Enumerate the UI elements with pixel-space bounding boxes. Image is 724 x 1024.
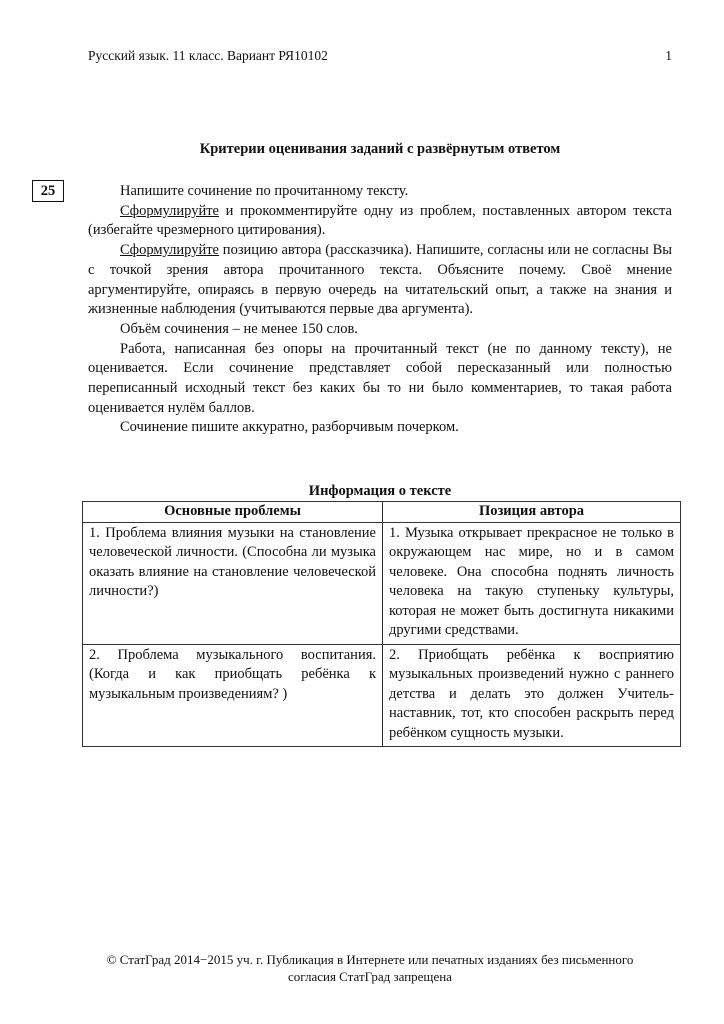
task-number-box: 25 (32, 180, 64, 202)
author-position-cell: 1. Музыка открывает прекрасное не только в окружающем нас мире, но и в самом человеке. Она способна поднять личность человека на такую ступеньку культуры, которая не может быть достигнута никакими другими средствами. (383, 522, 681, 644)
page-header (88, 48, 672, 64)
column-header-author-position: Позиция автора (383, 502, 681, 523)
task-paragraph-5 (88, 340, 672, 419)
underlined-word: Сформулируйте (120, 202, 219, 219)
author-position-cell: 2. Приобщать ребёнка к восприятию музыкальных произведений нужно с раннего детства и делать это должен Учитель-наставник, тот, кто способен раскрыть перед ребёнком сущность музыки. (383, 644, 681, 747)
task-paragraph-6 (88, 418, 672, 438)
paragraph-text: Сочинение пишите аккуратно, разборчивым почерком. (120, 419, 459, 436)
table-row (83, 644, 681, 747)
info-table-title: Информация о тексте (308, 483, 452, 499)
problem-cell: 2. Проблема музыкального воспитания. (Когда и как приобщать ребёнка к музыкальным произведениям? ) (83, 644, 383, 747)
table-header-row (83, 502, 681, 523)
task-paragraph-1 (88, 182, 672, 202)
paragraph-text: Объём сочинения – не менее 150 слов. (120, 320, 358, 337)
paragraph-text: Работа, написанная без опоры на прочитанный текст (не по данному тексту), не оценивается. Если сочинение представляет собой пересказанный или полностью переписанный исходный текст без каких бы то ни было комментариев, то такая работа оценивается нулём баллов. (88, 340, 672, 416)
paragraph-text: и прокомментируйте одну из проблем, поставленных автором текста (избегайте чрезмерного цитирования). (88, 202, 672, 239)
column-header-problems: Основные проблемы (83, 502, 383, 523)
page-number: 1 (665, 48, 672, 63)
task-paragraph-4 (88, 320, 672, 340)
underlined-word: Сформулируйте (120, 242, 219, 259)
paragraph-text: позицию автора (рассказчика). Напишите, согласны или не согласны Вы с точкой зрения автора прочитанного текста. Объясните почему. Своё мнение аргументируйте, опираясь в первую очередь на читательский опыт, а также на знания и жизненные наблюдения (учитываются первые два аргумента). (88, 242, 672, 318)
copyright-line-2: согласия СтатГрад запрещена (288, 969, 452, 984)
page-footer (60, 951, 680, 985)
info-table (82, 501, 681, 747)
task-paragraph-2 (88, 202, 672, 241)
task-instructions (88, 182, 672, 438)
problem-cell: 1. Проблема влияния музыки на становление человеческой личности. (Способна ли музыка оказать влияние на становление человеческой личности?) (83, 522, 383, 644)
copyright-line: © СтатГрад 2014−2015 уч. г. Публикация в Интернете или печатных изданиях без письменного (106, 952, 634, 967)
paragraph-text: Напишите сочинение по прочитанному тексту. (120, 183, 409, 199)
header-subject: Русский язык. 11 класс. Вариант РЯ10102 (88, 48, 328, 63)
page-title: Критерии оценивания заданий с развёрнутым ответом (199, 141, 561, 157)
table-row (83, 522, 681, 644)
task-paragraph-3 (88, 241, 672, 320)
